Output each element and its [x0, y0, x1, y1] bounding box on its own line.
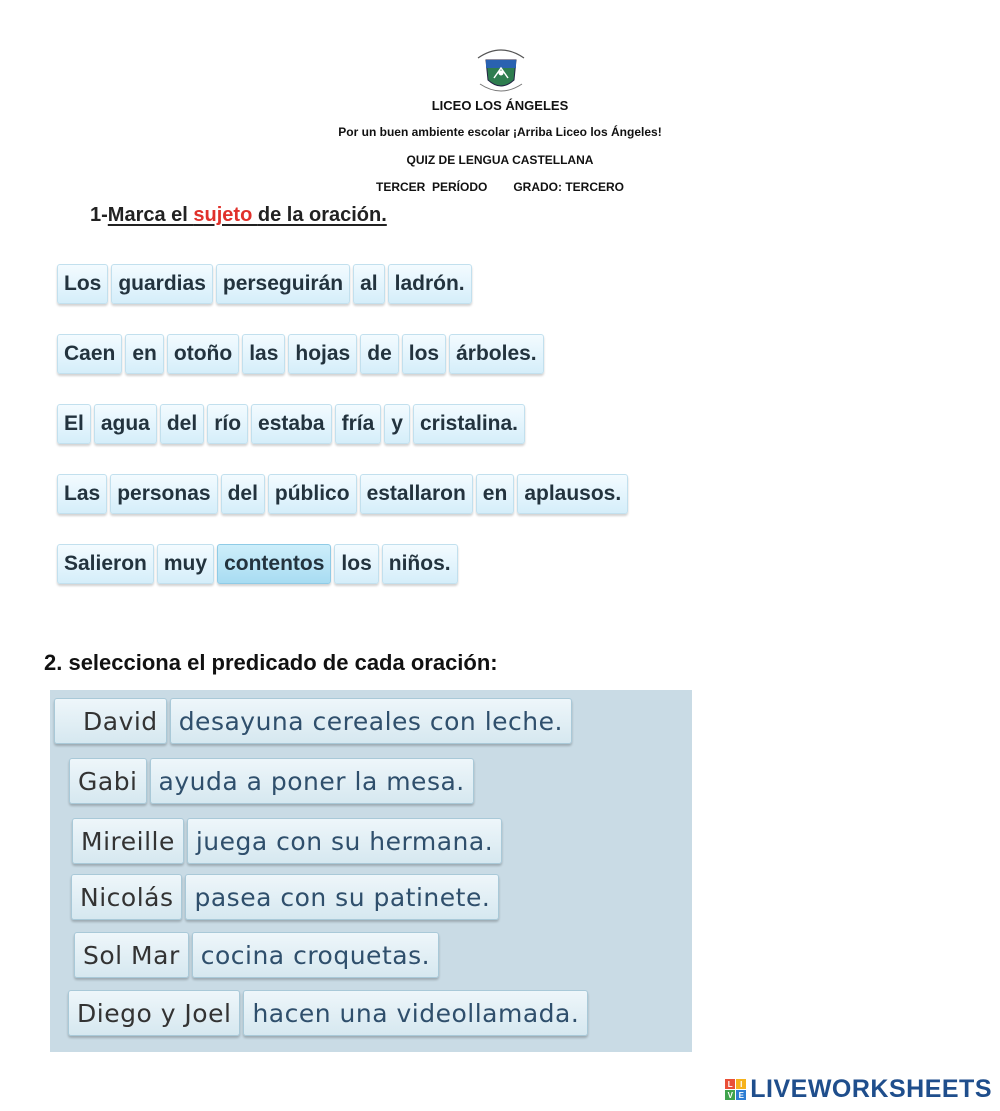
- subject-tile[interactable]: Sol Mar: [74, 932, 189, 978]
- word-tile[interactable]: del: [160, 404, 204, 444]
- word-tile[interactable]: estallaron: [360, 474, 473, 514]
- quiz-title: QUIZ DE LENGUA CASTELLANA: [406, 153, 594, 167]
- predicate-row-4: [71, 874, 499, 920]
- word-tile[interactable]: otoño: [167, 334, 239, 374]
- grade-label: GRADO: TERCERO: [513, 180, 625, 194]
- predicate-tile[interactable]: hacen una videollamada.: [243, 990, 588, 1036]
- word-tile-selected[interactable]: contentos: [217, 544, 331, 584]
- logo-letter: E: [736, 1090, 746, 1100]
- sentence-row-2: [57, 334, 628, 378]
- school-name: LICEO LOS ÁNGELES: [431, 98, 569, 113]
- logo-letter: V: [725, 1090, 735, 1100]
- word-tile[interactable]: fría: [335, 404, 382, 444]
- predicate-tile[interactable]: cocina croquetas.: [192, 932, 439, 978]
- word-tile[interactable]: aplausos.: [517, 474, 628, 514]
- word-tile[interactable]: público: [268, 474, 357, 514]
- predicate-row-3: [72, 818, 502, 864]
- word-tile[interactable]: estaba: [251, 404, 332, 444]
- word-tile[interactable]: en: [125, 334, 164, 374]
- word-tile[interactable]: Los: [57, 264, 108, 304]
- word-tile[interactable]: Salieron: [57, 544, 154, 584]
- sentence-row-5: [57, 544, 628, 588]
- period-grade-line: [0, 180, 1000, 194]
- word-tile[interactable]: guardias: [111, 264, 213, 304]
- subject-tile[interactable]: Nicolás: [71, 874, 182, 920]
- word-tile[interactable]: en: [476, 474, 515, 514]
- sentence-row-4: [57, 474, 628, 518]
- word-tile[interactable]: perseguirán: [216, 264, 350, 304]
- word-tile[interactable]: cristalina.: [413, 404, 525, 444]
- liveworksheets-brand: [725, 1075, 992, 1104]
- word-tile[interactable]: las: [242, 334, 285, 374]
- brand-text: LIVEWORKSHEETS: [750, 1075, 992, 1103]
- subject-tile[interactable]: David: [54, 698, 167, 744]
- word-tile[interactable]: hojas: [288, 334, 357, 374]
- logo-letter: I: [736, 1079, 746, 1089]
- predicate-tile[interactable]: ayuda a poner la mesa.: [150, 758, 474, 804]
- predicate-tile[interactable]: pasea con su patinete.: [185, 874, 499, 920]
- school-crest-icon: [468, 42, 534, 98]
- word-tile[interactable]: niños.: [382, 544, 458, 584]
- word-tile[interactable]: Las: [57, 474, 107, 514]
- sentence-row-3: [57, 404, 628, 448]
- q1-title-before: Marca el: [107, 204, 194, 226]
- q2-panel: [50, 690, 692, 1052]
- word-tile[interactable]: río: [207, 404, 248, 444]
- word-tile[interactable]: los: [402, 334, 446, 374]
- predicate-tile[interactable]: juega con su hermana.: [187, 818, 502, 864]
- word-tile[interactable]: Caen: [57, 334, 122, 374]
- period-label: TERCER PERÍODO: [375, 180, 488, 194]
- school-motto: Por un buen ambiente escolar ¡Arriba Liceo los Ángeles!: [338, 125, 662, 139]
- word-tile[interactable]: y: [384, 404, 410, 444]
- q1-title-highlight: sujeto: [193, 204, 258, 226]
- q1-title: [90, 204, 387, 227]
- word-tile[interactable]: agua: [94, 404, 157, 444]
- predicate-row-5: [74, 932, 439, 978]
- q1-sentence-list: [57, 264, 628, 614]
- sentence-row-1: [57, 264, 628, 308]
- predicate-row-2: [69, 758, 474, 804]
- word-tile[interactable]: árboles.: [449, 334, 544, 374]
- subject-tile[interactable]: Mireille: [72, 818, 184, 864]
- q1-number: 1-: [90, 204, 108, 226]
- word-tile[interactable]: del: [221, 474, 265, 514]
- predicate-row-6: [68, 990, 588, 1036]
- subject-tile[interactable]: Diego y Joel: [68, 990, 240, 1036]
- word-tile[interactable]: al: [353, 264, 385, 304]
- word-tile[interactable]: los: [334, 544, 378, 584]
- predicate-tile[interactable]: desayuna cereales con leche.: [170, 698, 572, 744]
- word-tile[interactable]: de: [360, 334, 399, 374]
- word-tile[interactable]: El: [57, 404, 91, 444]
- word-tile[interactable]: personas: [110, 474, 217, 514]
- word-tile[interactable]: muy: [157, 544, 214, 584]
- q2-title: 2. selecciona el predicado de cada oración:: [44, 650, 498, 675]
- predicate-row-1: [54, 698, 572, 744]
- word-tile[interactable]: ladrón.: [388, 264, 472, 304]
- q1-title-after: de la oración.: [257, 204, 387, 226]
- subject-tile[interactable]: Gabi: [69, 758, 147, 804]
- liveworksheets-logo-icon: [725, 1079, 746, 1100]
- logo-letter: L: [725, 1079, 735, 1089]
